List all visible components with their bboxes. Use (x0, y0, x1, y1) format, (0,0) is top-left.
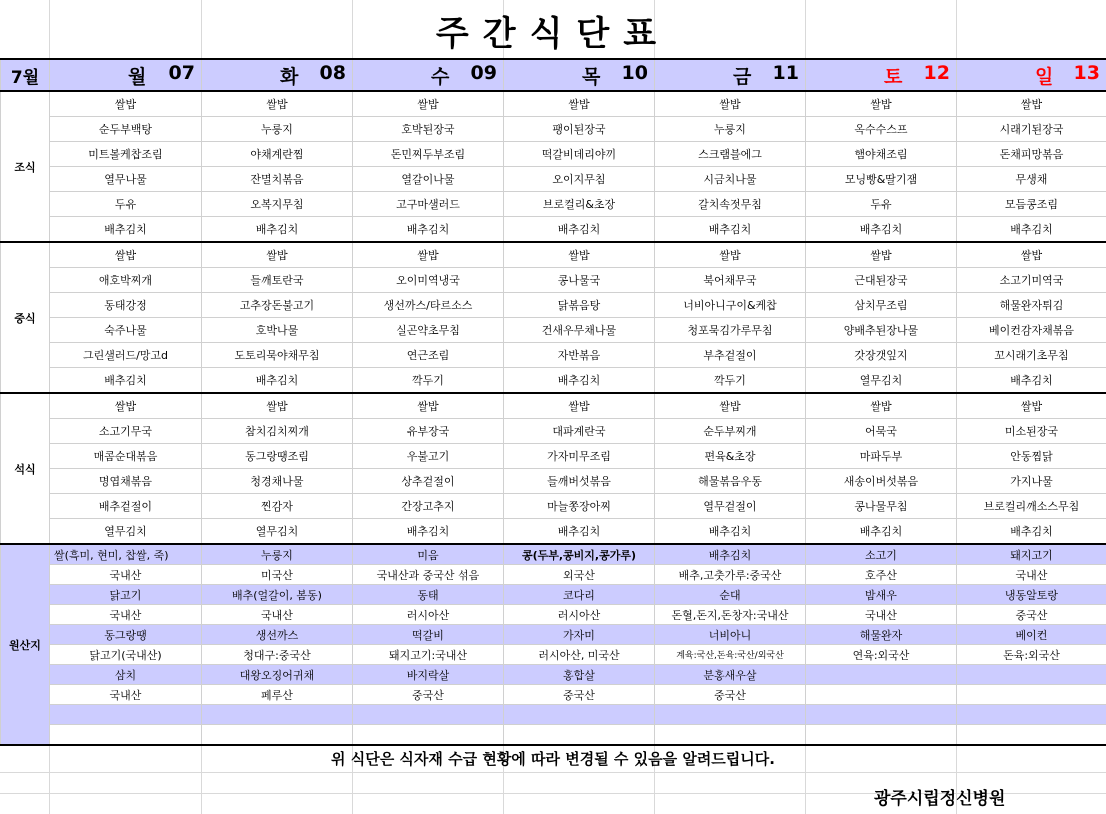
menu-item: 가자미무조림 (504, 444, 655, 469)
menu-item: 돈채피망볶음 (957, 142, 1106, 167)
origin-item: 국내산과 중국산 섞음 (353, 565, 504, 585)
origin-item: 중국산 (655, 685, 806, 705)
day-date: 12 (923, 61, 950, 84)
menu-item: 그린샐러드/망고d (50, 343, 202, 368)
origin-item (957, 725, 1106, 746)
menu-item: 배추김치 (50, 217, 202, 243)
menu-item: 쌀밥 (957, 91, 1106, 117)
day-name: 화 (280, 65, 299, 88)
menu-item: 생선까스/타르소스 (353, 293, 504, 318)
menu-item: 브로컬리&초장 (504, 192, 655, 217)
menu-row (1, 444, 1106, 469)
origin-item (202, 725, 353, 746)
origin-item: 국내산 (50, 565, 202, 585)
menu-item: 청경채나물 (202, 469, 353, 494)
menu-item: 안동찜닭 (957, 444, 1106, 469)
origin-item (655, 705, 806, 725)
menu-item: 옥수수스프 (806, 117, 957, 142)
menu-item: 쌀밥 (353, 91, 504, 117)
menu-item: 간장고추지 (353, 494, 504, 519)
day-header (655, 62, 805, 89)
menu-item: 유부장국 (353, 419, 504, 444)
menu-item: 쌀밥 (806, 393, 957, 419)
day-date: 07 (168, 61, 195, 84)
origin-item: 밤새우 (806, 585, 957, 605)
origin-item: 국내산 (957, 565, 1106, 585)
origin-row (1, 565, 1106, 585)
origin-row (1, 705, 1106, 725)
menu-item: 소고기무국 (50, 419, 202, 444)
menu-row (1, 494, 1106, 519)
origin-item: 홍합살 (504, 665, 655, 685)
menu-item: 누룽지 (655, 117, 806, 142)
origin-item: 코다리 (504, 585, 655, 605)
day-name: 수 (431, 65, 450, 88)
menu-item: 오이지무침 (504, 167, 655, 192)
menu-row (1, 142, 1106, 167)
menu-item: 두유 (50, 192, 202, 217)
menu-item: 배추김치 (353, 217, 504, 243)
day-header-row (1, 59, 1106, 91)
menu-row (1, 469, 1106, 494)
menu-item: 순두부백탕 (50, 117, 202, 142)
menu-item: 모닝빵&딸기잼 (806, 167, 957, 192)
menu-item: 누룽지 (202, 117, 353, 142)
page-title: 주간식단표 (435, 14, 671, 54)
menu-item: 베이컨감자채볶음 (957, 318, 1106, 343)
menu-item: 닭볶음탕 (504, 293, 655, 318)
origin-item (806, 685, 957, 705)
menu-item: 배추김치 (504, 519, 655, 545)
menu-item: 쌀밥 (806, 91, 957, 117)
menu-item: 시래기된장국 (957, 117, 1106, 142)
origin-item: 콩(두부,콩비지,콩가루) (504, 544, 655, 565)
origin-item: 호주산 (806, 565, 957, 585)
menu-item: 새송이버섯볶음 (806, 469, 957, 494)
menu-item: 배추김치 (957, 519, 1106, 545)
origin-item: 소고기 (806, 544, 957, 565)
menu-item: 열무김치 (202, 519, 353, 545)
origin-item (806, 705, 957, 725)
menu-item: 잔멸치볶음 (202, 167, 353, 192)
menu-row (1, 167, 1106, 192)
day-header-cell (202, 59, 353, 91)
menu-row (1, 343, 1106, 368)
menu-row (1, 318, 1106, 343)
menu-item: 열무김치 (50, 519, 202, 545)
grid-line (0, 772, 1106, 773)
menu-item: 쌀밥 (50, 242, 202, 268)
origin-row (1, 605, 1106, 625)
origin-item (504, 705, 655, 725)
menu-item: 찐감자 (202, 494, 353, 519)
menu-item: 배추김치 (202, 217, 353, 243)
menu-item: 동그랑땡조림 (202, 444, 353, 469)
menu-row (1, 519, 1106, 545)
menu-item: 어묵국 (806, 419, 957, 444)
menu-item: 배추김치 (202, 368, 353, 394)
menu-item: 청포묵김가루무침 (655, 318, 806, 343)
menu-item: 해물완자튀김 (957, 293, 1106, 318)
menu-item: 햄야채조림 (806, 142, 957, 167)
origin-item: 국내산 (50, 605, 202, 625)
menu-item: 떡갈비데리야끼 (504, 142, 655, 167)
menu-row (1, 192, 1106, 217)
menu-item: 마파두부 (806, 444, 957, 469)
day-header (806, 62, 956, 89)
menu-row (1, 293, 1106, 318)
menu-item: 명엽채볶음 (50, 469, 202, 494)
menu-item: 쌀밥 (504, 242, 655, 268)
menu-item: 꼬시래기초무침 (957, 343, 1106, 368)
origin-item: 돼지고기:국내산 (353, 645, 504, 665)
day-header-cell (655, 59, 806, 91)
origin-item: 배추(얼갈이, 봄동) (202, 585, 353, 605)
origin-item: 냉동알토랑 (957, 585, 1106, 605)
origin-item: 페루산 (202, 685, 353, 705)
weekly-menu-table (0, 58, 1106, 746)
menu-row (1, 268, 1106, 293)
menu-row (1, 368, 1106, 394)
menu-item: 삼치무조림 (806, 293, 957, 318)
menu-item: 들깨버섯볶음 (504, 469, 655, 494)
menu-item: 실곤약초무침 (353, 318, 504, 343)
origin-item: 돈육:외국산 (957, 645, 1106, 665)
day-name: 일 (1035, 65, 1054, 88)
hospital-name: 광주시립정신병원 (874, 789, 1006, 809)
menu-item: 열무나물 (50, 167, 202, 192)
menu-item: 쌀밥 (50, 393, 202, 419)
day-date: 13 (1073, 61, 1100, 84)
menu-item: 콩나물무침 (806, 494, 957, 519)
menu-item: 상추겉절이 (353, 469, 504, 494)
menu-item: 스크램블에그 (655, 142, 806, 167)
origin-item: 생선까스 (202, 625, 353, 645)
menu-item: 쌀밥 (202, 91, 353, 117)
origin-item: 미음 (353, 544, 504, 565)
origin-item: 동태 (353, 585, 504, 605)
origin-item: 국내산 (50, 685, 202, 705)
menu-item: 애호박찌개 (50, 268, 202, 293)
day-header-cell (504, 59, 655, 91)
origin-item (957, 705, 1106, 725)
menu-item: 소고기미역국 (957, 268, 1106, 293)
menu-item: 호박된장국 (353, 117, 504, 142)
origin-item: 삼치 (50, 665, 202, 685)
origin-item: 배추김치 (655, 544, 806, 565)
menu-item: 콩나물국 (504, 268, 655, 293)
origin-item: 돼지고기 (957, 544, 1106, 565)
origin-label: 원산지 (1, 544, 50, 745)
day-header-cell (806, 59, 957, 91)
origin-item: 동그랑땡 (50, 625, 202, 645)
menu-item: 브로컬리깨소스무침 (957, 494, 1106, 519)
month-cell: 7월 (1, 59, 50, 91)
origin-item: 너비아니 (655, 625, 806, 645)
menu-item: 도토리묵야채무침 (202, 343, 353, 368)
origin-row (1, 665, 1106, 685)
day-name: 월 (128, 65, 147, 88)
meal-label: 석식 (1, 393, 50, 544)
menu-item: 고구마샐러드 (353, 192, 504, 217)
origin-item: 미국산 (202, 565, 353, 585)
menu-item: 배추김치 (957, 217, 1106, 243)
menu-item: 열갈이나물 (353, 167, 504, 192)
day-header (50, 62, 201, 89)
origin-item: 국내산 (806, 605, 957, 625)
menu-item: 쌀밥 (655, 242, 806, 268)
origin-item (50, 705, 202, 725)
menu-item: 고추장돈불고기 (202, 293, 353, 318)
menu-item: 동태강정 (50, 293, 202, 318)
day-header (202, 62, 352, 89)
origin-item: 순대 (655, 585, 806, 605)
day-date: 09 (470, 61, 497, 84)
origin-item: 배추,고춧가루:중국산 (655, 565, 806, 585)
menu-item: 갈치속젓무침 (655, 192, 806, 217)
day-name: 토 (884, 65, 903, 88)
menu-item: 쌀밥 (50, 91, 202, 117)
menu-item: 배추김치 (655, 519, 806, 545)
origin-item (806, 725, 957, 746)
origin-row (1, 645, 1106, 665)
menu-item: 배추김치 (655, 217, 806, 243)
menu-row (1, 393, 1106, 419)
menu-item: 갓장갯잎지 (806, 343, 957, 368)
origin-item: 외국산 (504, 565, 655, 585)
origin-item: 해물완자 (806, 625, 957, 645)
menu-item: 무생채 (957, 167, 1106, 192)
menu-item: 숙주나물 (50, 318, 202, 343)
menu-item: 부추겉절이 (655, 343, 806, 368)
menu-item: 가지나물 (957, 469, 1106, 494)
menu-item: 배추김치 (50, 368, 202, 394)
origin-item (353, 725, 504, 746)
menu-item: 양배추된장나물 (806, 318, 957, 343)
menu-item: 건새우무채나물 (504, 318, 655, 343)
origin-item (353, 705, 504, 725)
origin-item: 닭고기(국내산) (50, 645, 202, 665)
origin-item (202, 705, 353, 725)
menu-row (1, 217, 1106, 243)
menu-item: 참치김치찌개 (202, 419, 353, 444)
menu-item: 팽이된장국 (504, 117, 655, 142)
menu-item: 오복지무침 (202, 192, 353, 217)
menu-item: 돈민찌두부조림 (353, 142, 504, 167)
menu-item: 쌀밥 (504, 91, 655, 117)
menu-item: 오이미역냉국 (353, 268, 504, 293)
menu-item: 두유 (806, 192, 957, 217)
menu-row (1, 242, 1106, 268)
origin-item: 중국산 (353, 685, 504, 705)
menu-item: 쌀밥 (957, 242, 1106, 268)
menu-item: 쌀밥 (202, 393, 353, 419)
origin-item: 중국산 (957, 605, 1106, 625)
origin-item: 중국산 (504, 685, 655, 705)
day-header-cell (50, 59, 202, 91)
origin-item: 러시아산 (504, 605, 655, 625)
menu-item: 배추김치 (806, 519, 957, 545)
menu-item: 쌀밥 (806, 242, 957, 268)
origin-row (1, 585, 1106, 605)
menu-item: 호박나물 (202, 318, 353, 343)
menu-item: 미소된장국 (957, 419, 1106, 444)
origin-item: 쌀(흑미, 현미, 찹쌀, 죽) (50, 544, 202, 565)
menu-item: 자반볶음 (504, 343, 655, 368)
menu-item: 미트볼케찹조림 (50, 142, 202, 167)
day-header (957, 62, 1106, 89)
day-name: 금 (733, 65, 752, 88)
origin-item: 바지락살 (353, 665, 504, 685)
menu-item: 시금치나물 (655, 167, 806, 192)
menu-item: 배추겉절이 (50, 494, 202, 519)
origin-item (655, 725, 806, 746)
menu-item: 배추김치 (957, 368, 1106, 394)
origin-item: 누룽지 (202, 544, 353, 565)
menu-item: 편육&초장 (655, 444, 806, 469)
day-name: 목 (582, 65, 601, 88)
menu-item: 해물볶음우동 (655, 469, 806, 494)
menu-item: 연근조림 (353, 343, 504, 368)
origin-item (504, 725, 655, 746)
menu-item: 깍두기 (353, 368, 504, 394)
origin-item: 돈혈,돈지,돈창자:국내산 (655, 605, 806, 625)
origin-item: 닭고기 (50, 585, 202, 605)
menu-item: 모듬콩조림 (957, 192, 1106, 217)
menu-item: 대파계란국 (504, 419, 655, 444)
menu-item: 열무겉절이 (655, 494, 806, 519)
menu-item: 매콤순대볶음 (50, 444, 202, 469)
origin-item: 베이컨 (957, 625, 1106, 645)
origin-item: 연육:외국산 (806, 645, 957, 665)
meal-label: 중식 (1, 242, 50, 393)
menu-row (1, 419, 1106, 444)
origin-row (1, 685, 1106, 705)
menu-item: 들깨토란국 (202, 268, 353, 293)
day-date: 08 (319, 61, 346, 84)
origin-item (50, 725, 202, 746)
menu-item: 순두부찌개 (655, 419, 806, 444)
origin-item: 대왕오징어귀채 (202, 665, 353, 685)
menu-item: 너비아니구이&케찹 (655, 293, 806, 318)
menu-item: 마늘쫑장아찌 (504, 494, 655, 519)
origin-item: 러시아산 (353, 605, 504, 625)
menu-item: 우불고기 (353, 444, 504, 469)
day-header (504, 62, 654, 89)
menu-item: 근대된장국 (806, 268, 957, 293)
origin-row (1, 725, 1106, 746)
origin-item (957, 685, 1106, 705)
origin-item: 떡갈비 (353, 625, 504, 645)
origin-item: 국내산 (202, 605, 353, 625)
origin-item: 계육:국산,돈육:국산/외국산 (655, 645, 806, 665)
origin-item (806, 665, 957, 685)
menu-item: 야채계란찜 (202, 142, 353, 167)
origin-item: 청대구:중국산 (202, 645, 353, 665)
menu-item: 쌀밥 (202, 242, 353, 268)
menu-item: 배추김치 (504, 368, 655, 394)
day-date: 11 (772, 61, 799, 84)
day-header-cell (957, 59, 1106, 91)
origin-row (1, 544, 1106, 565)
origin-item: 가자미 (504, 625, 655, 645)
menu-item: 배추김치 (806, 217, 957, 243)
day-header (353, 62, 503, 89)
menu-item: 깍두기 (655, 368, 806, 394)
menu-row (1, 117, 1106, 142)
notice-text: 위 식단은 식자재 수급 현황에 따라 변경될 수 있음을 알려드립니다. (331, 750, 775, 768)
origin-item: 분홍새우살 (655, 665, 806, 685)
day-date: 10 (621, 61, 648, 84)
menu-item: 쌀밥 (353, 393, 504, 419)
menu-item: 쌀밥 (504, 393, 655, 419)
menu-item: 배추김치 (353, 519, 504, 545)
origin-row (1, 625, 1106, 645)
day-header-cell (353, 59, 504, 91)
menu-item: 쌀밥 (655, 393, 806, 419)
meal-label: 조식 (1, 91, 50, 242)
menu-item: 열무김치 (806, 368, 957, 394)
origin-item: 러시아산, 미국산 (504, 645, 655, 665)
menu-item: 북어채무국 (655, 268, 806, 293)
menu-row (1, 91, 1106, 117)
menu-item: 쌀밥 (353, 242, 504, 268)
menu-item: 배추김치 (504, 217, 655, 243)
menu-item: 쌀밥 (655, 91, 806, 117)
menu-item: 쌀밥 (957, 393, 1106, 419)
origin-item (957, 665, 1106, 685)
